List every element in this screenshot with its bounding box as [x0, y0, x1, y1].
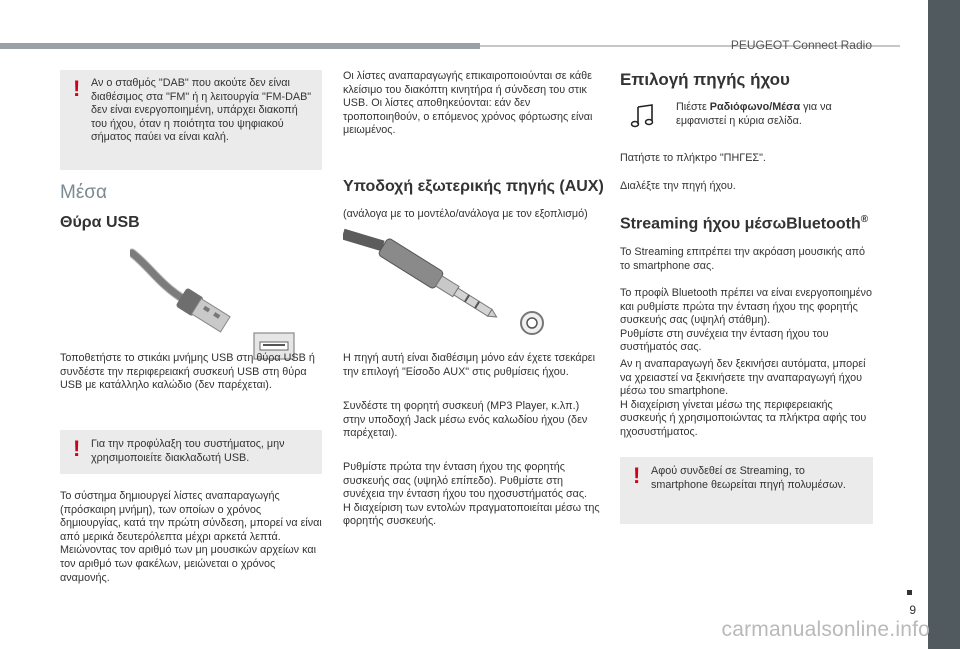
aux-heading: Υποδοχή εξωτερικής πηγής (AUX)	[343, 178, 604, 195]
bluetooth-paragraph-1: Το Streaming επιτρέπει την ακρόαση μουσικής από το smartphone σας.	[620, 246, 866, 272]
choose-source: Διαλέξτε την πηγή ήχου.	[620, 180, 736, 192]
source-heading: Επιλογή πηγής ήχου	[620, 70, 790, 89]
bluetooth-heading-text: Streaming ήχου μέσωBluetooth	[620, 215, 861, 233]
aux-paragraph-2: Συνδέστε τη φορητή συσκευή (MP3 Player, κ.λπ.) στην υποδοχή Jack μέσω ενός καλωδίου ήχου (δεν παρέχεται).	[343, 400, 588, 440]
registered-mark: ®	[860, 214, 869, 225]
top-rule	[0, 43, 480, 49]
system-paragraph: Το σύστημα δημιουργεί λίστες αναπαραγωγής (πρόσκαιρη μνήμη), των οποίων ο χρόνος δημιουργίας, κατά την πρώτη σύνδεση, μπορεί να είναι από μερικά δευτερόλεπτα μέχρι αρκετά λεπτά. Μειώνοντας τον αριθμό των μη μουσικών αρχείων και τον αριθμό των φακέλων, μειώνεται ο χρόνος αναμονής.	[60, 490, 322, 584]
warning-icon: !	[73, 436, 81, 461]
section-title: Μέσα	[60, 182, 108, 203]
aux-paragraph-3: Ρυθμίστε πρώτα την ένταση ήχου της φορητής συσκευής σας (υψηλό επίπεδο). Ρυθμίστε στη συνέχεια την ένταση ήχου του ηχοσυστήματός σας. Η διαχείριση των εντολών πραγματοποιείται μέσω της φορητής συσκευής.	[343, 461, 600, 528]
press-suffix: για να εμφανιστεί η κύρια σελίδα.	[676, 101, 832, 127]
bluetooth-heading	[620, 214, 868, 233]
note-usb-hub	[60, 430, 322, 474]
aux-subtitle: (ανάλογα με το μοντέλο/ανάλογα με τον εξοπλισμό)	[343, 208, 588, 220]
usb-paragraph: Τοποθετήστε το στικάκι μνήμης USB στη θύρα USB ή συνδέστε την περιφερειακή συσκευή USB στη θύρα USB με κατάλληλο καλώδιο (δεν παρέχεται).	[60, 352, 315, 392]
page-marker	[907, 590, 912, 595]
warning-icon: !	[73, 76, 81, 101]
side-bar	[928, 0, 960, 649]
header-brand: PEUGEOT Connect Radio	[730, 38, 872, 52]
press-radio-media	[676, 101, 876, 128]
aux-jack-illustration	[343, 228, 553, 343]
note-dab	[60, 70, 322, 170]
playlists-paragraph: Οι λίστες αναπαραγωγής επικαιροποιούνται σε κάθε κλείσιμο του διακόπτη κινητήρα ή σύνδεση του στικ USB. Οι λίστες αποθηκεύονται: εάν δεν τροποποιηθούν, ο επόμενος χρόνος φόρτωσης είναι μειωμένος.	[343, 70, 593, 137]
watermark: carmanualsonline.info	[721, 618, 930, 641]
note-streaming	[620, 457, 873, 524]
press-sources: Πατήστε το πλήκτρο "ΠΗΓΕΣ".	[620, 152, 766, 164]
note-streaming-text: Αφού συνδεθεί σε Streaming, το smartphone θεωρείται πηγή πολυμέσων.	[651, 465, 846, 491]
warning-icon: !	[633, 463, 641, 488]
page-number: 9	[909, 603, 916, 617]
note-dab-text: Αν ο σταθμός "DAB" που ακούτε δεν είναι διαθέσιμος στα "FM" ή η λειτουργία "FM-DAB" δεν είναι ενεργοποιημένη, υπάρχει διακοπή του ήχου, όταν η ποιότητα του ψηφιακού σήματος παύει να είναι καλή.	[91, 77, 312, 144]
music-note-icon	[630, 104, 656, 128]
aux-paragraph-1: Η πηγή αυτή είναι διαθέσιμη μόνο εάν έχετε τσεκάρει την επιλογή "Είσοδο AUX" στις ρυθμίσεις ήχου.	[343, 352, 595, 378]
bluetooth-paragraph-2: Το προφίλ Bluetooth πρέπει να είναι ενεργοποιημένο και ρυθμίστε πρώτα την ένταση ήχου της φορητής συσκευής σας (υψηλή στάθμη). Ρυθμίστε στη συνέχεια την ένταση ήχου του συστήματός σας.	[620, 287, 872, 354]
note-usb-hub-text: Για την προφύλαξη του συστήματος, μην χρησιμοποιείτε διακλαδωτή USB.	[91, 438, 285, 464]
press-prefix: Πιέστε	[676, 101, 710, 113]
bluetooth-paragraph-3: Αν η αναπαραγωγή δεν ξεκινήσει αυτόματα, μπορεί να χρειαστεί να ξεκινήσετε την αναπαραγωγή ήχου μέσω του smartphone. Η διαχείριση γίνεται μέσω της περιφερειακής συσκευής ή χρησιμοποιώντας τα πλήκτρα αφής του ηχοσυστήματος.	[620, 358, 867, 438]
radio-media-label: Ραδιόφωνο/Μέσα	[709, 101, 801, 113]
usb-heading: Θύρα USB	[60, 214, 140, 231]
